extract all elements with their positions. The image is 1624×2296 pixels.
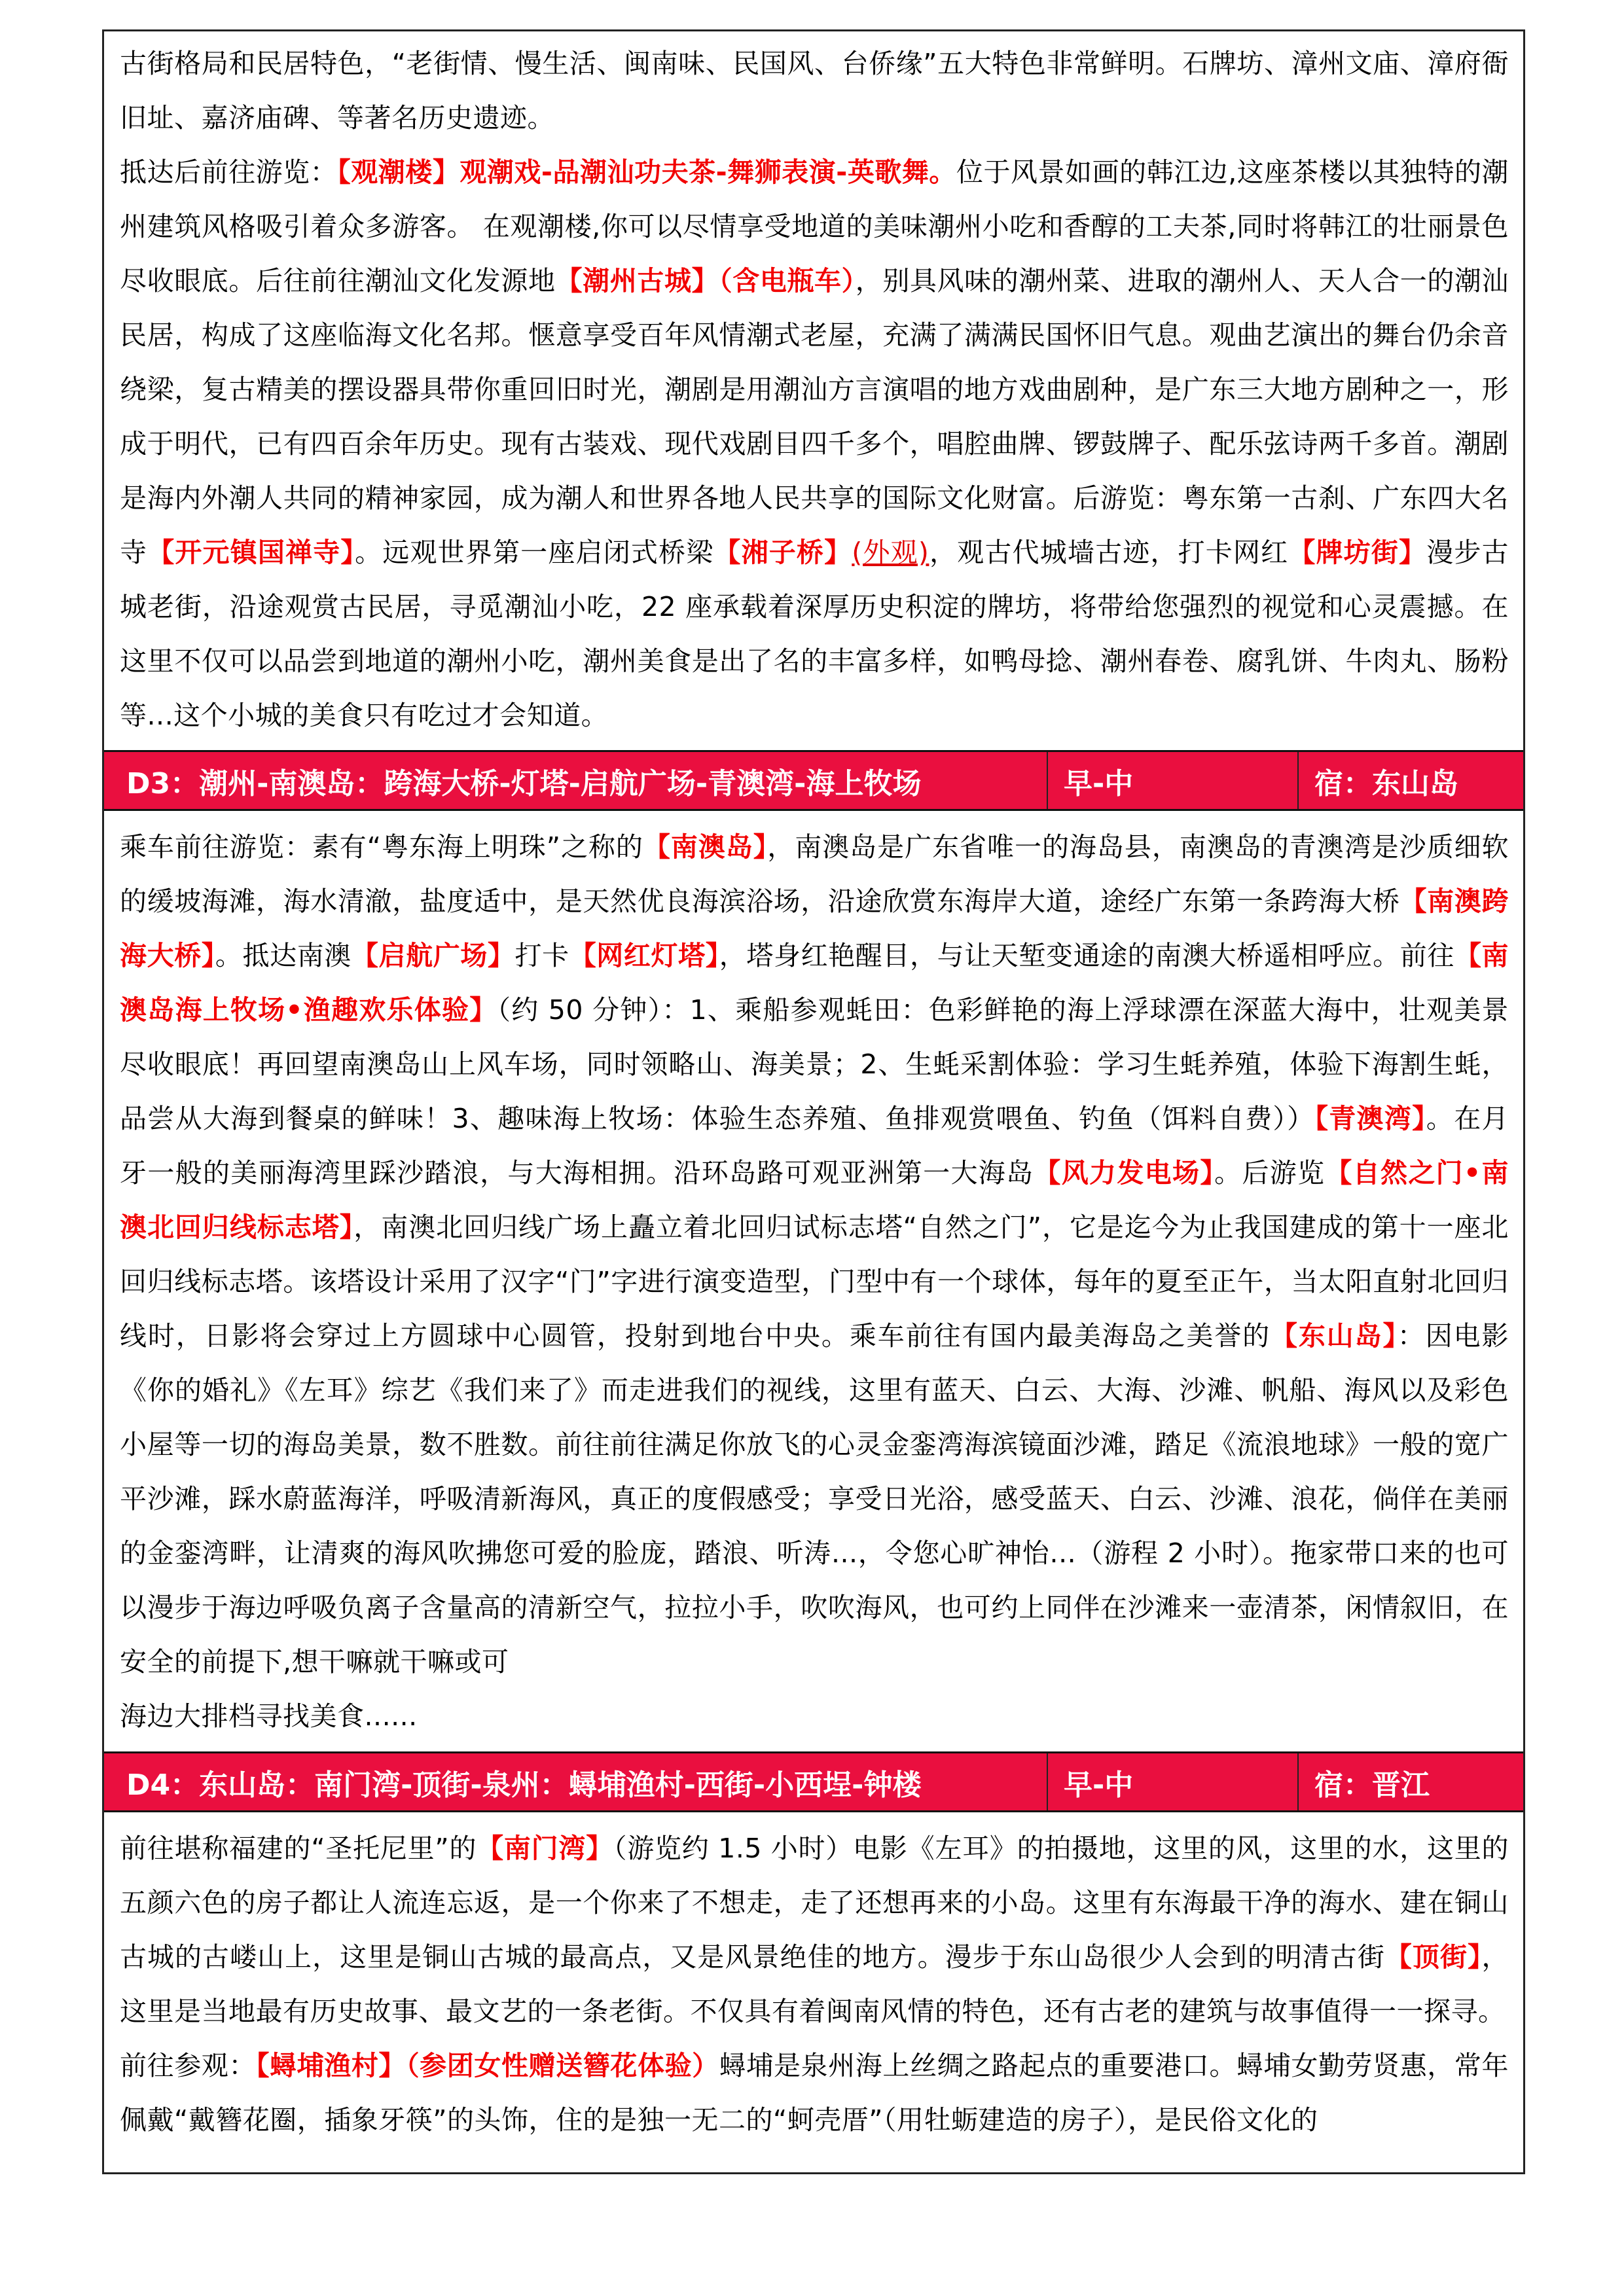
paragraph: [120, 2039, 1509, 2147]
body-text: 前往堪称福建的“圣托尼里”的: [120, 1833, 477, 1864]
paragraph-list: [120, 37, 1509, 743]
day4-route-title: D4：东山岛：南门湾-顶街-泉州：蟳埔渔村-西街-小西埕-钟楼: [104, 1753, 1048, 1810]
highlighted-attraction: 【青澳湾】: [1314, 1103, 1426, 1134]
highlighted-attraction: 【湘子桥】: [713, 537, 852, 568]
day2-description-cell: [104, 31, 1523, 750]
highlighted-attraction: 【启航广场】: [351, 940, 515, 971]
body-text: 蟳埔是泉州海上丝绸之路起点的重要港口。蟳埔女勤劳贤惠，常年佩戴“戴簪花圈，插象牙筷”的头饰，住的是独一无二的“蚵壳厝”（用牡蛎建造的房子），是民俗文化的: [120, 2050, 1509, 2136]
day4-description-cell: [104, 1812, 1523, 2174]
body-text: （约 50 分钟）：1、乘船参观蚝田：色彩鲜艳的海上浮球漂在深蓝大海中，壮观美景尽收眼底！再回望南澳岛山上风车场，同时领略山、海美景；2、生蚝采割体验：学习生蚝养殖，体验下海割生蚝，品尝从大海到餐桌的鲜味！3、趣味海上牧场：体验生态养殖、鱼排观赏喂鱼、钓鱼（饵料自费））: [120, 994, 1509, 1134]
day3-description-cell: [104, 811, 1523, 1751]
body-text: 位于风景如画的韩江边,这座茶楼以其独特的潮州建筑风格吸引着众多游客。 在观潮楼,你可以尽情享受地道的美味潮州小吃和香醇的工夫茶,同时将韩江的壮丽景色尽收眼底。后往前往潮汕文化发源地: [120, 156, 1509, 296]
paragraph: [120, 37, 1509, 145]
body-text: ：因电影《你的婚礼》《左耳》综艺《我们来了》而走进我们的视线，这里有蓝天、白云、大海、沙滩、帆船、海风以及彩色小屋等一切的海岛美景，数不胜数。前往前往满足你放飞的心灵金銮湾海滨镜面沙滩，踏足《流浪地球》一般的宽广平沙滩，踩水蔚蓝海洋，呼吸清新海风，真正的度假感受；享受日光浴，感受蓝天、白云、沙滩、浪花，倘佯在美丽的金銮湾畔，让清爽的海风吹拂您可爱的脸庞，踏浪、听涛...，令您心旷神怡...（游程 2 小时）。拖家带口来的也可以漫步于海边呼吸负离子含量高的清新空气，拉拉小手，吹吹海风，也可约上同伴在沙滩来一壶清茶，闲情叙旧，在安全的前提下,想干嘛就干嘛或可: [120, 1320, 1509, 1677]
body-text: （游览约 1.5 小时）电影《左耳》的拍摄地，这里的风，这里的水，这里的五颜六色的房子都让人流连忘返，是一个你来了不想走，走了还想再来的小岛。这里有东海最干净的海水、建在铜山古城的古嵝山上，这里是铜山古城的最高点，又是风景绝佳的地方。漫步于东山岛很少人会到的明清古街: [120, 1833, 1509, 1973]
highlighted-attraction: 【南门湾】: [477, 1833, 613, 1864]
highlighted-attraction: 【南澳岛海上牧场•渔趣欢乐体验】: [120, 940, 1509, 1026]
body-text: ，南澳岛是广东省唯一的海岛县，南澳岛的青澳湾是沙质细软的缓坡海滩，海水清澈，盐度适中，是天然优良海滨浴场，沿途欣赏东海岸大道，途经广东第一条跨海大桥: [120, 831, 1509, 917]
body-text: 。远观世界第一座启闭式桥梁: [355, 537, 714, 568]
itinerary-table: [102, 29, 1525, 2174]
body-text: 。后游览: [1214, 1157, 1326, 1189]
highlighted-attraction: 【潮州古城】（含电瓶车）: [555, 265, 856, 296]
highlighted-attraction: 【牌坊街】: [1288, 537, 1427, 568]
body-text: ，这里是当地最有历史故事、最文艺的一条老街。不仅具有着闽南风情的特色，还有古老的建筑与故事值得一一探寻。: [120, 1941, 1509, 2027]
day3-accommodation: 宿：东山岛: [1314, 766, 1458, 800]
paragraph: [120, 1689, 1509, 1744]
body-text: 打卡: [514, 940, 569, 971]
body-text: 漫步古城老街，沿途观赏古民居，寻觅潮汕小吃，22 座承载着深厚历史积淀的牌坊，将带给您强烈的视觉和心灵震撼。在这里不仅可以品尝到地道的潮州小吃，潮州美食是出了名的丰富多样，如鸭母捻、潮州春卷、腐乳饼、牛肉丸、肠粉等...这个小城的美食只有吃过才会知道。: [120, 537, 1509, 731]
body-text: 乘车前往游览：素有“粤东海上明珠”之称的: [120, 831, 643, 863]
highlighted-attraction: 【风力发电场】: [1034, 1157, 1215, 1189]
body-text: 海边大排档寻找美食......: [120, 1700, 418, 1732]
body-text: 。抵达南澳: [215, 940, 352, 971]
body-text: ，南澳北回归线广场上矗立着北回归试标志塔“自然之门”，它是迄今为止我国建成的第十一座北回归线标志塔。该塔设计采用了汉字“门”字进行演变造型，门型中有一个球体，每年的夏至正午，当太阳直射北回归线时，日影将会穿过上方圆球中心圆管，投射到地台中央。乘车前往有国内最美海岛之美誉的: [120, 1211, 1509, 1352]
body-text: ，观古代城墙古迹，打卡网红: [929, 537, 1289, 568]
day3-meals: 早-中: [1048, 752, 1299, 809]
highlighted-attraction: 【蟳埔渔村】（参团女性赠送簪花体验）: [256, 2050, 719, 2081]
paragraph: [120, 820, 1509, 1689]
highlighted-attraction: 【观潮楼】观潮戏-品潮汕功夫茶-舞狮表演-英歌舞。: [337, 156, 956, 188]
highlighted-attraction: 【顶街】: [1384, 1941, 1482, 1973]
day4-accommodation: 宿：晋江: [1314, 1768, 1430, 1802]
day4-header-row: [104, 1751, 1523, 1812]
day4-meals: 早-中: [1048, 1753, 1299, 1810]
body-text: 古街格局和民居特色，“老街情、慢生活、闽南味、民国风、台侨缘”五大特色非常鲜明。石牌坊、漳州文庙、漳府衙旧址、嘉济庙碑、等著名历史遗迹。: [120, 48, 1509, 134]
body-text: 。在月牙一般的美丽海湾里踩沙踏浪，与大海相拥。沿环岛路可观亚洲第一大海岛: [120, 1103, 1509, 1189]
body-text: 抵达后前往游览：: [120, 156, 338, 188]
day3-header-row: [104, 750, 1523, 811]
paragraph: [120, 145, 1509, 743]
day3-route-title: D3：潮州-南澳岛：跨海大桥-灯塔-启航广场-青澳湾-海上牧场: [104, 752, 1048, 809]
body-text: 前往参观：: [120, 2050, 256, 2081]
paragraph-list: [120, 820, 1509, 1744]
highlighted-attraction: 【南澳跨海大桥】: [120, 886, 1509, 971]
body-text: ，别具风味的潮州菜、进取的潮州人、天人合一的潮汕民居，构成了这座临海文化名邦。惬意享受百年风情潮式老屋，充满了满满民国怀旧气息。观曲艺演出的舞台仍余音绕梁，复古精美的摆设器具带你重回旧时光，潮剧是用潮汕方言演唱的地方戏曲剧种，是广东三大地方剧种之一，形成于明代，已有四百余年历史。现有古装戏、现代戏剧目四千多个，唱腔曲牌、锣鼓牌子、配乐弦诗两千多首。潮剧是海内外潮人共同的精神家园，成为潮人和世界各地人民共享的国际文化财富。后游览：粤东第一古刹、广东四大名寺: [120, 265, 1509, 568]
highlighted-attraction: 【东山岛】: [1270, 1320, 1398, 1352]
paragraph: [120, 1821, 1509, 2039]
highlighted-attraction: 【南澳岛】: [643, 831, 768, 863]
body-text: ，塔身红艳醒目，与让天堑变通途的南澳大桥遥相呼应。前往: [719, 940, 1454, 971]
highlighted-attraction: 【网红灯塔】: [569, 940, 719, 971]
highlighted-attraction: 【自然之门•南澳北回归线标志塔】: [120, 1157, 1509, 1243]
highlighted-attraction: 【开元镇国禅寺】: [147, 537, 355, 568]
tracked-edit-text: (外观): [852, 537, 929, 568]
paragraph-list: [120, 1821, 1509, 2147]
